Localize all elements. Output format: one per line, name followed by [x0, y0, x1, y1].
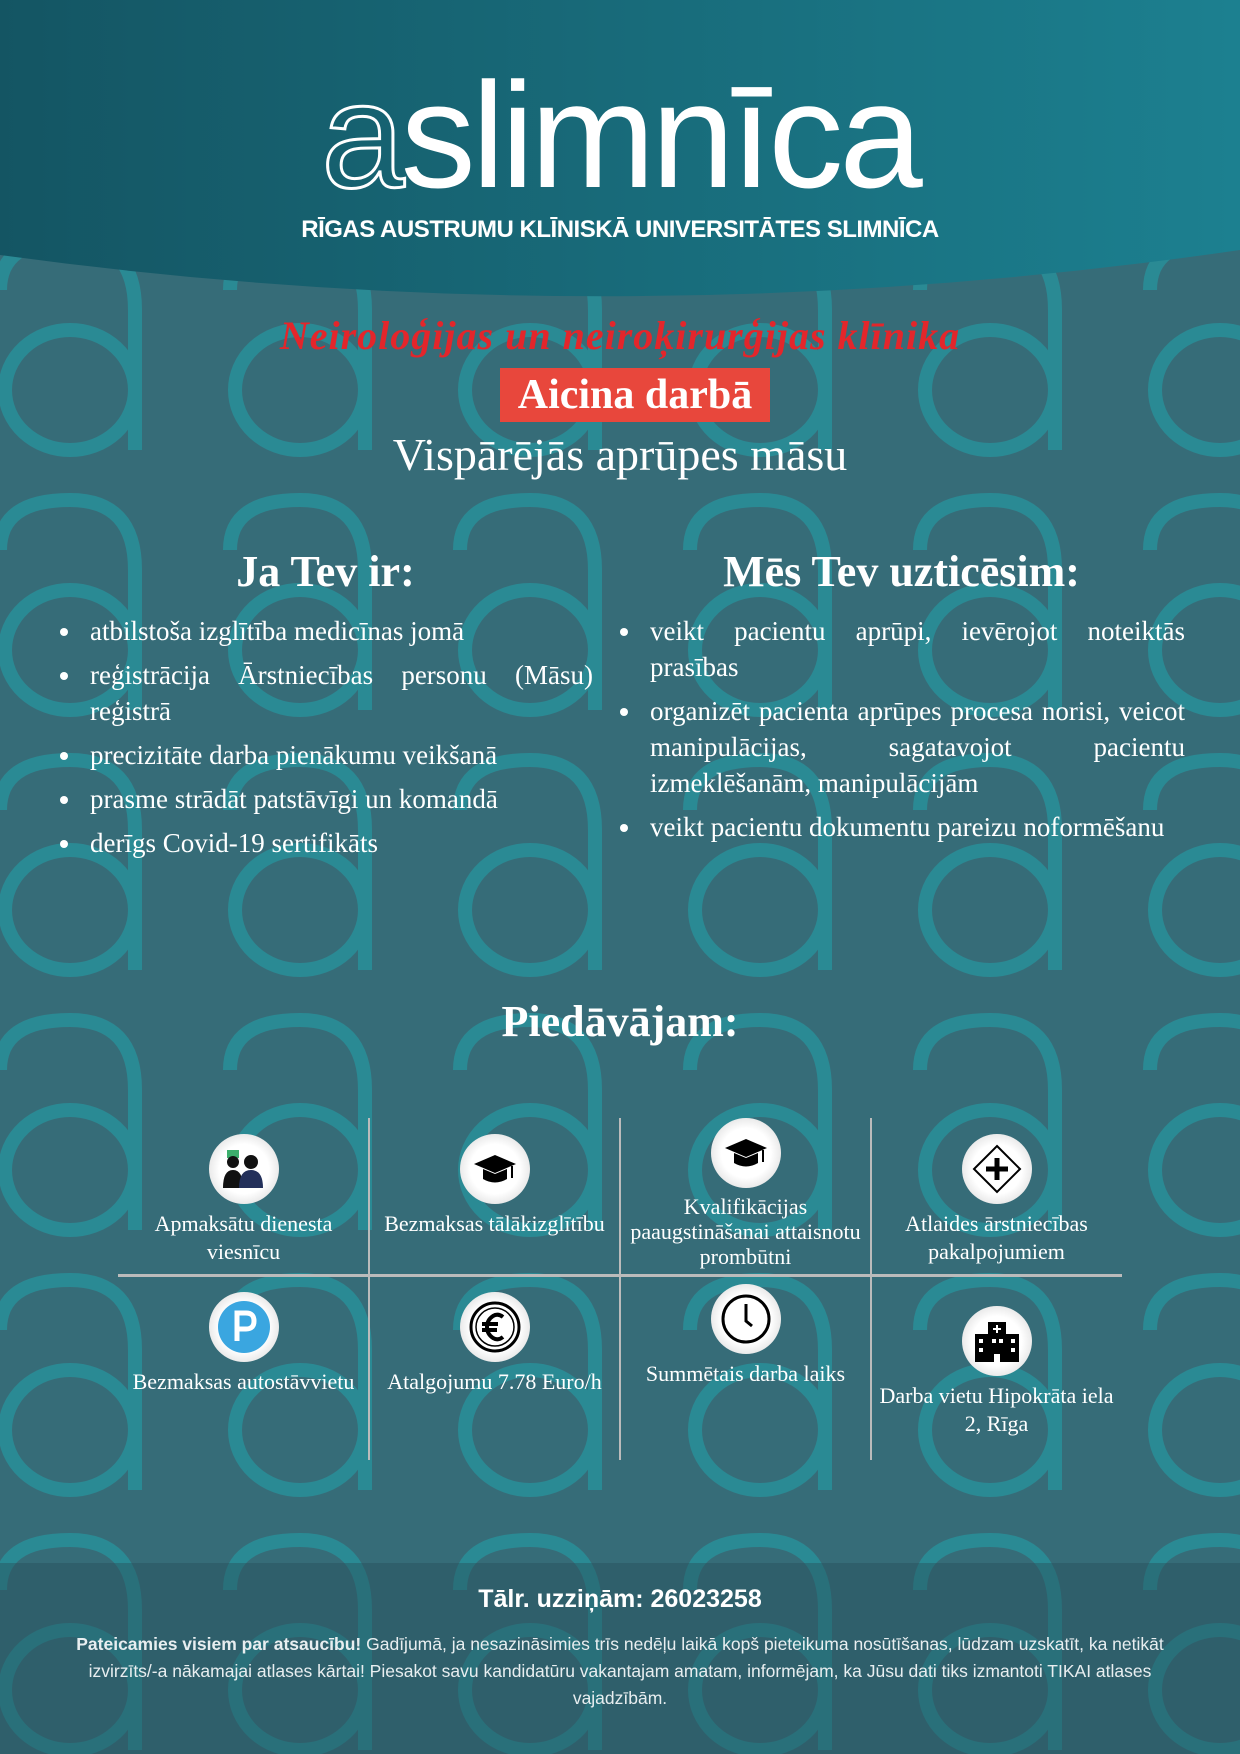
logo-word: slimnīca: [400, 51, 919, 219]
requirements-title: Ja Tev ir:: [236, 547, 415, 596]
header: [0, 0, 1240, 300]
offer-label: Apmaksātu dienesta viesnīcu: [154, 1211, 333, 1264]
graduation-cap-icon: [460, 1134, 530, 1204]
parking-icon: [209, 1292, 279, 1362]
requirement-item: prasme strādāt patstāvīgi un komandā: [58, 781, 593, 817]
hospital-icon: [962, 1306, 1032, 1376]
requirement-item: atbilstoša izglītība medicīnas jomā: [58, 613, 593, 649]
clinic-name: Neiroloģijas un neiroķirurģijas klīnika: [279, 313, 961, 358]
footer-note-text: Gadījumā, ja nesazināsimies trīs nedēļu laikā kopš pieteikuma nosūtīšanas, lūdzam uzskatīt, ka netikāt izvirzīts/-a nākamajai atlases kārtai! Piesakot savu kandidatūru vakantajam amatam, informējam, ka Jūsu dati tiks izmantoti TIKAI atlases vajadzībām.: [88, 1634, 1164, 1708]
clock-icon: [711, 1284, 781, 1354]
offer-item: [620, 1284, 871, 1388]
offers-grid: [118, 1118, 1122, 1460]
duties-title: Mēs Tev uzticēsim:: [723, 547, 1080, 596]
staff-icon: [209, 1134, 279, 1204]
position-title: Vispārējās aprūpes māsu: [392, 429, 848, 480]
logo-subtitle: RĪGAS AUSTRUMU KLĪNISKĀ UNIVERSITĀTES SLIMNĪCA: [301, 216, 939, 243]
contact-phone: Tālr. uzziņām: 26023258: [478, 1585, 762, 1613]
offer-label: Atalgojumu 7.78 Euro/h: [387, 1369, 602, 1394]
graduation-cap-icon: [711, 1118, 781, 1188]
footer-note: [60, 1631, 1180, 1712]
duty-item: veikt pacientu dokumentu pareizu noformēšanu: [618, 809, 1185, 845]
requirement-item: reģistrācija Ārstniecības personu (Māsu) reģistrā: [58, 657, 593, 729]
duty-item: veikt pacientu aprūpi, ievērojot noteiktās prasības: [618, 613, 1185, 685]
requirement-item: precizitāte darba pienākumu veikšanā: [58, 737, 593, 773]
offer-item: [871, 1134, 1122, 1266]
logo-a: a: [321, 51, 401, 219]
medical-cross-icon: [962, 1134, 1032, 1204]
offer-item: [118, 1292, 369, 1396]
offer-label: Bezmaksas autostāvvietu: [132, 1369, 355, 1394]
offer-label: Summētais darba laiks: [645, 1361, 846, 1386]
euro-icon: [460, 1292, 530, 1362]
offer-item: [620, 1118, 871, 1269]
hospital-logo: [0, 51, 1240, 245]
invite-banner: Aicina darbā: [500, 368, 770, 422]
offer-label: Bezmaksas tālākizglītību: [384, 1211, 605, 1236]
requirements-section: [58, 545, 593, 869]
offer-item: [369, 1134, 620, 1238]
offer-label: Atlaides ārstniecības pakalpojumiem: [905, 1211, 1088, 1264]
footer-note-thanks: Pateicamies visiem par atsaucību!: [76, 1634, 362, 1654]
grid-divider: [118, 1274, 1122, 1277]
offers-title: Piedāvājam:: [501, 997, 739, 1046]
footer: [0, 1563, 1240, 1754]
duty-item: organizēt pacienta aprūpes procesa norisi, veicot manipulācijas, sagatavojot pacientu izmeklēšanām, manipulācijām: [618, 693, 1185, 801]
offer-item: [118, 1134, 369, 1266]
requirement-item: derīgs Covid-19 sertifikāts: [58, 825, 593, 861]
duties-section: [618, 545, 1185, 853]
offer-item: [369, 1292, 620, 1396]
offer-label: Darba vietu Hipokrāta iela 2, Rīga: [879, 1383, 1114, 1436]
offer-label: Kvalifikācijas paaugstināšanai attaisnotu prombūtni: [630, 1194, 861, 1269]
offer-item: [871, 1306, 1122, 1438]
